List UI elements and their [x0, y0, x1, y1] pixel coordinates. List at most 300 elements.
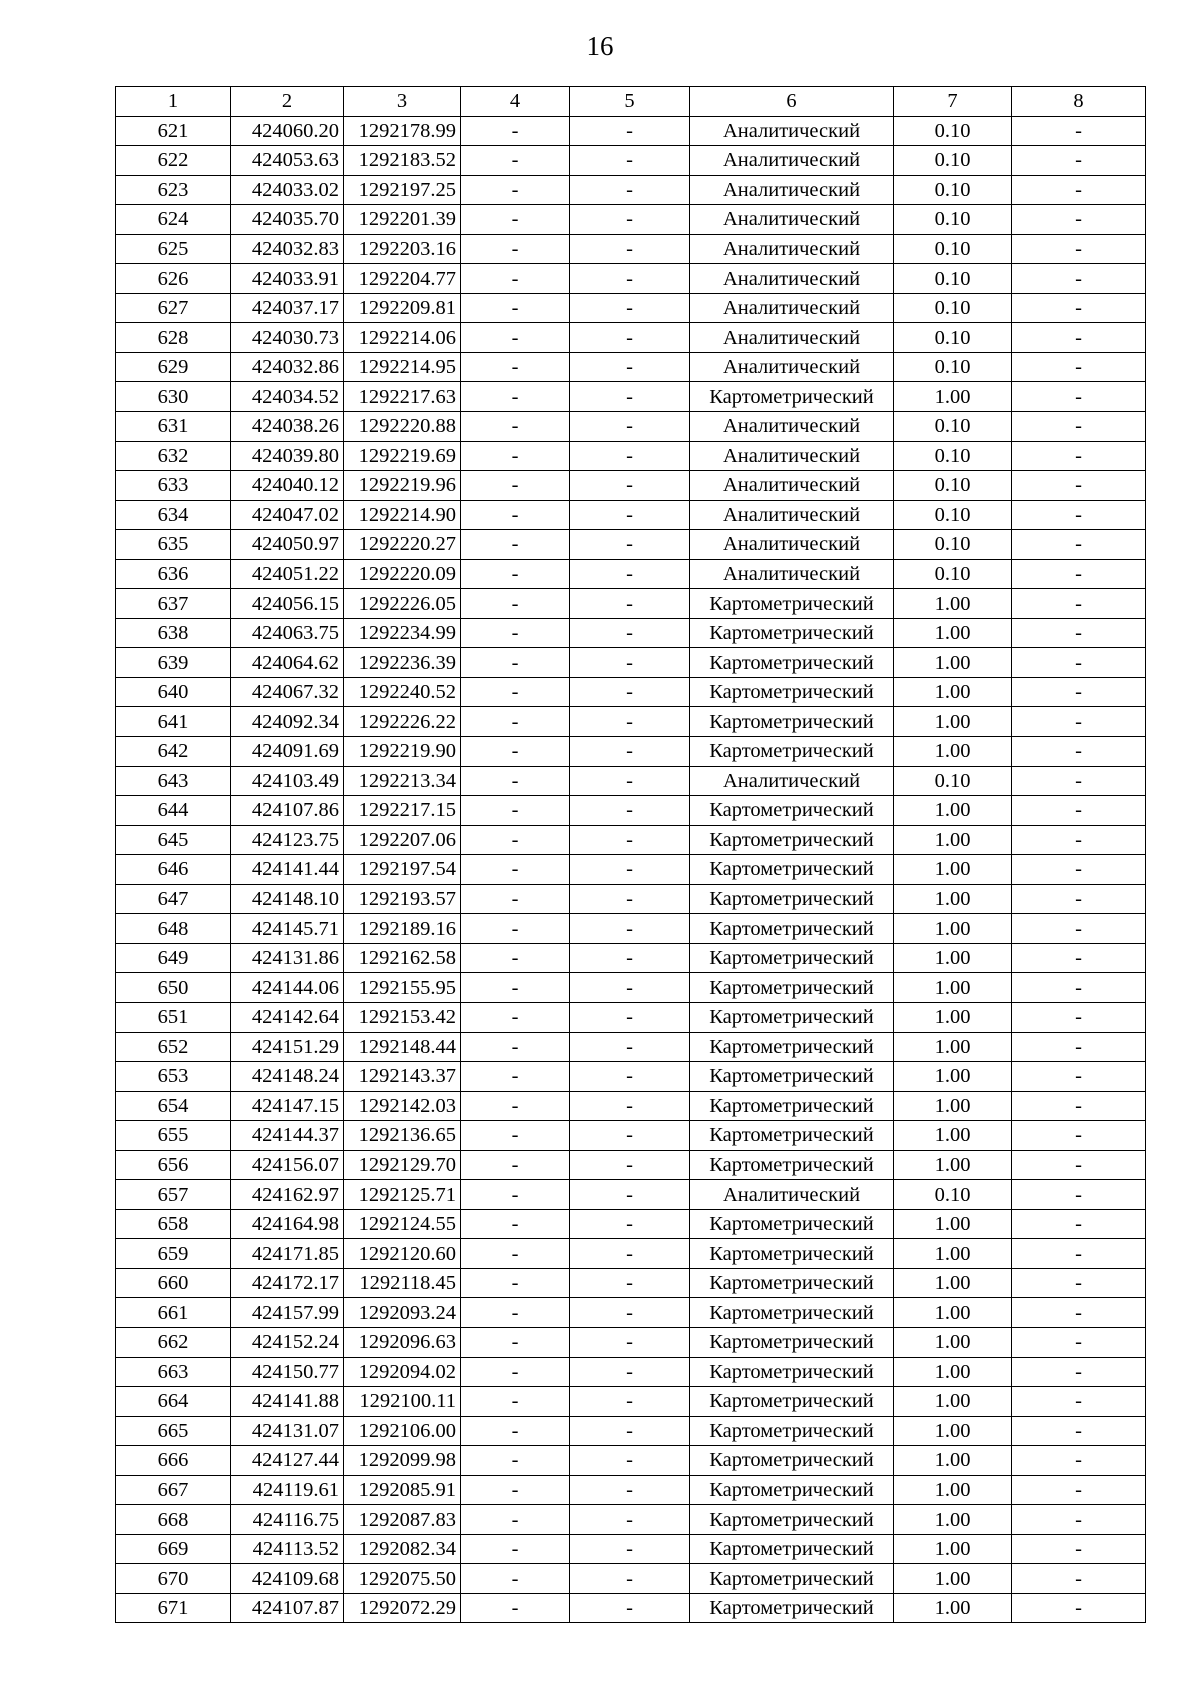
cell-col-4: -: [461, 618, 570, 648]
cell-col-8: -: [1012, 205, 1146, 235]
cell-col-5: -: [570, 1593, 690, 1623]
cell-col-8: -: [1012, 471, 1146, 501]
cell-col-5: -: [570, 737, 690, 767]
table-row: [116, 1327, 1146, 1357]
cell-col-5: -: [570, 205, 690, 235]
table-row: [116, 1268, 1146, 1298]
cell-accuracy: 0.10: [894, 500, 1012, 530]
cell-col-5: -: [570, 1121, 690, 1151]
cell-point-number: 654: [116, 1091, 231, 1121]
cell-x-coordinate: 424032.86: [231, 352, 344, 382]
cell-col-4: -: [461, 559, 570, 589]
cell-col-5: -: [570, 1091, 690, 1121]
cell-col-4: -: [461, 1268, 570, 1298]
cell-point-number: 629: [116, 352, 231, 382]
cell-point-number: 667: [116, 1475, 231, 1505]
cell-col-8: -: [1012, 1062, 1146, 1092]
cell-point-number: 670: [116, 1564, 231, 1594]
cell-y-coordinate: 1292213.34: [344, 766, 461, 796]
cell-y-coordinate: 1292220.09: [344, 559, 461, 589]
cell-col-8: -: [1012, 1593, 1146, 1623]
table-row: [116, 264, 1146, 294]
cell-col-5: -: [570, 471, 690, 501]
cell-accuracy: 1.00: [894, 1446, 1012, 1476]
table-row: [116, 1209, 1146, 1239]
table-row: [116, 1298, 1146, 1328]
cell-col-5: -: [570, 1475, 690, 1505]
cell-x-coordinate: 424107.86: [231, 796, 344, 826]
cell-y-coordinate: 1292219.90: [344, 737, 461, 767]
cell-method: Аналитический: [690, 146, 894, 176]
cell-x-coordinate: 424144.06: [231, 973, 344, 1003]
cell-x-coordinate: 424051.22: [231, 559, 344, 589]
cell-col-5: -: [570, 707, 690, 737]
cell-y-coordinate: 1292193.57: [344, 884, 461, 914]
header-row: [116, 87, 1146, 117]
cell-point-number: 626: [116, 264, 231, 294]
cell-accuracy: 0.10: [894, 146, 1012, 176]
cell-col-5: -: [570, 1327, 690, 1357]
cell-x-coordinate: 424148.10: [231, 884, 344, 914]
cell-method: Картометрический: [690, 1416, 894, 1446]
table-row: [116, 1446, 1146, 1476]
cell-method: Аналитический: [690, 234, 894, 264]
cell-x-coordinate: 424156.07: [231, 1150, 344, 1180]
cell-accuracy: 1.00: [894, 1062, 1012, 1092]
cell-accuracy: 0.10: [894, 175, 1012, 205]
column-header-5: 5: [570, 87, 690, 117]
cell-col-4: -: [461, 589, 570, 619]
cell-x-coordinate: 424038.26: [231, 412, 344, 442]
cell-point-number: 634: [116, 500, 231, 530]
cell-x-coordinate: 424037.17: [231, 293, 344, 323]
cell-y-coordinate: 1292155.95: [344, 973, 461, 1003]
cell-accuracy: 0.10: [894, 530, 1012, 560]
cell-point-number: 659: [116, 1239, 231, 1269]
cell-y-coordinate: 1292096.63: [344, 1327, 461, 1357]
cell-point-number: 644: [116, 796, 231, 826]
cell-x-coordinate: 424056.15: [231, 589, 344, 619]
cell-method: Аналитический: [690, 175, 894, 205]
cell-y-coordinate: 1292153.42: [344, 1002, 461, 1032]
cell-col-4: -: [461, 825, 570, 855]
cell-col-5: -: [570, 914, 690, 944]
cell-col-4: -: [461, 1387, 570, 1417]
cell-method: Картометрический: [690, 648, 894, 678]
cell-accuracy: 1.00: [894, 1091, 1012, 1121]
cell-point-number: 669: [116, 1534, 231, 1564]
cell-col-4: -: [461, 500, 570, 530]
cell-col-4: -: [461, 352, 570, 382]
cell-col-8: -: [1012, 1357, 1146, 1387]
cell-col-8: -: [1012, 1475, 1146, 1505]
cell-accuracy: 0.10: [894, 559, 1012, 589]
table-row: [116, 293, 1146, 323]
cell-y-coordinate: 1292142.03: [344, 1091, 461, 1121]
cell-x-coordinate: 424157.99: [231, 1298, 344, 1328]
cell-y-coordinate: 1292234.99: [344, 618, 461, 648]
cell-x-coordinate: 424141.44: [231, 855, 344, 885]
cell-y-coordinate: 1292093.24: [344, 1298, 461, 1328]
table-row: [116, 1534, 1146, 1564]
cell-method: Аналитический: [690, 412, 894, 442]
table-row: [116, 973, 1146, 1003]
column-header-4: 4: [461, 87, 570, 117]
cell-accuracy: 1.00: [894, 1268, 1012, 1298]
cell-col-8: -: [1012, 264, 1146, 294]
cell-method: Картометрический: [690, 1268, 894, 1298]
cell-col-4: -: [461, 677, 570, 707]
cell-col-8: -: [1012, 1268, 1146, 1298]
cell-x-coordinate: 424164.98: [231, 1209, 344, 1239]
cell-y-coordinate: 1292183.52: [344, 146, 461, 176]
cell-col-8: -: [1012, 530, 1146, 560]
cell-col-8: -: [1012, 1209, 1146, 1239]
column-header-8: 8: [1012, 87, 1146, 117]
cell-method: Аналитический: [690, 1180, 894, 1210]
cell-accuracy: 1.00: [894, 1327, 1012, 1357]
table-row: [116, 677, 1146, 707]
cell-accuracy: 1.00: [894, 943, 1012, 973]
cell-col-8: -: [1012, 737, 1146, 767]
cell-col-4: -: [461, 116, 570, 146]
cell-col-8: -: [1012, 175, 1146, 205]
cell-accuracy: 1.00: [894, 855, 1012, 885]
cell-col-8: -: [1012, 1298, 1146, 1328]
cell-col-4: -: [461, 1534, 570, 1564]
cell-x-coordinate: 424033.02: [231, 175, 344, 205]
cell-x-coordinate: 424141.88: [231, 1387, 344, 1417]
cell-col-5: -: [570, 264, 690, 294]
cell-col-5: -: [570, 1180, 690, 1210]
cell-accuracy: 1.00: [894, 1357, 1012, 1387]
table-row: [116, 1062, 1146, 1092]
cell-y-coordinate: 1292219.96: [344, 471, 461, 501]
cell-x-coordinate: 424103.49: [231, 766, 344, 796]
cell-col-4: -: [461, 707, 570, 737]
cell-point-number: 627: [116, 293, 231, 323]
cell-x-coordinate: 424030.73: [231, 323, 344, 353]
cell-x-coordinate: 424063.75: [231, 618, 344, 648]
cell-x-coordinate: 424047.02: [231, 500, 344, 530]
cell-col-4: -: [461, 648, 570, 678]
cell-col-5: -: [570, 1062, 690, 1092]
cell-col-8: -: [1012, 1150, 1146, 1180]
cell-col-5: -: [570, 1209, 690, 1239]
cell-point-number: 662: [116, 1327, 231, 1357]
cell-x-coordinate: 424060.20: [231, 116, 344, 146]
cell-point-number: 645: [116, 825, 231, 855]
cell-y-coordinate: 1292203.16: [344, 234, 461, 264]
cell-col-4: -: [461, 1239, 570, 1269]
cell-accuracy: 1.00: [894, 914, 1012, 944]
cell-x-coordinate: 424147.15: [231, 1091, 344, 1121]
cell-col-4: -: [461, 441, 570, 471]
cell-col-5: -: [570, 1298, 690, 1328]
cell-accuracy: 1.00: [894, 1475, 1012, 1505]
cell-col-5: -: [570, 1416, 690, 1446]
table-row: [116, 1091, 1146, 1121]
coordinates-table: [115, 86, 1146, 1623]
cell-x-coordinate: 424107.87: [231, 1593, 344, 1623]
cell-accuracy: 1.00: [894, 1416, 1012, 1446]
cell-col-4: -: [461, 323, 570, 353]
cell-x-coordinate: 424119.61: [231, 1475, 344, 1505]
cell-point-number: 666: [116, 1446, 231, 1476]
cell-col-4: -: [461, 737, 570, 767]
cell-col-5: -: [570, 884, 690, 914]
cell-method: Аналитический: [690, 559, 894, 589]
cell-accuracy: 1.00: [894, 1002, 1012, 1032]
cell-method: Картометрический: [690, 677, 894, 707]
cell-point-number: 638: [116, 618, 231, 648]
cell-col-4: -: [461, 471, 570, 501]
cell-accuracy: 1.00: [894, 1534, 1012, 1564]
cell-x-coordinate: 424053.63: [231, 146, 344, 176]
table-row: [116, 618, 1146, 648]
cell-col-8: -: [1012, 412, 1146, 442]
cell-method: Аналитический: [690, 116, 894, 146]
cell-accuracy: 1.00: [894, 737, 1012, 767]
cell-col-5: -: [570, 1239, 690, 1269]
cell-x-coordinate: 424172.17: [231, 1268, 344, 1298]
table-row: [116, 1357, 1146, 1387]
cell-col-8: -: [1012, 707, 1146, 737]
cell-method: Картометрический: [690, 796, 894, 826]
cell-method: Картометрический: [690, 1564, 894, 1594]
cell-x-coordinate: 424034.52: [231, 382, 344, 412]
table-row: [116, 1564, 1146, 1594]
cell-point-number: 631: [116, 412, 231, 442]
cell-x-coordinate: 424035.70: [231, 205, 344, 235]
cell-col-8: -: [1012, 116, 1146, 146]
cell-col-8: -: [1012, 855, 1146, 885]
cell-accuracy: 1.00: [894, 1564, 1012, 1594]
table-row: [116, 766, 1146, 796]
cell-x-coordinate: 424131.07: [231, 1416, 344, 1446]
cell-x-coordinate: 424040.12: [231, 471, 344, 501]
cell-col-5: -: [570, 1002, 690, 1032]
cell-point-number: 646: [116, 855, 231, 885]
cell-col-8: -: [1012, 382, 1146, 412]
cell-col-4: -: [461, 914, 570, 944]
cell-accuracy: 1.00: [894, 1387, 1012, 1417]
table-row: [116, 352, 1146, 382]
cell-x-coordinate: 424033.91: [231, 264, 344, 294]
cell-x-coordinate: 424050.97: [231, 530, 344, 560]
cell-col-5: -: [570, 412, 690, 442]
cell-method: Картометрический: [690, 382, 894, 412]
cell-point-number: 621: [116, 116, 231, 146]
cell-method: Картометрический: [690, 1534, 894, 1564]
cell-x-coordinate: 424116.75: [231, 1505, 344, 1535]
cell-y-coordinate: 1292162.58: [344, 943, 461, 973]
cell-x-coordinate: 424123.75: [231, 825, 344, 855]
cell-col-8: -: [1012, 677, 1146, 707]
cell-col-4: -: [461, 855, 570, 885]
table-row: [116, 1002, 1146, 1032]
table-row: [116, 825, 1146, 855]
cell-point-number: 643: [116, 766, 231, 796]
table-row: [116, 205, 1146, 235]
table-row: [116, 146, 1146, 176]
cell-col-8: -: [1012, 1327, 1146, 1357]
cell-accuracy: 0.10: [894, 766, 1012, 796]
cell-x-coordinate: 424152.24: [231, 1327, 344, 1357]
cell-method: Картометрический: [690, 1239, 894, 1269]
cell-col-8: -: [1012, 234, 1146, 264]
cell-col-5: -: [570, 1268, 690, 1298]
cell-method: Картометрический: [690, 1593, 894, 1623]
cell-method: Картометрический: [690, 1446, 894, 1476]
cell-point-number: 637: [116, 589, 231, 619]
cell-y-coordinate: 1292204.77: [344, 264, 461, 294]
table-row: [116, 1180, 1146, 1210]
cell-col-4: -: [461, 796, 570, 826]
cell-col-8: -: [1012, 943, 1146, 973]
cell-method: Картометрический: [690, 1505, 894, 1535]
cell-col-8: -: [1012, 1505, 1146, 1535]
cell-method: Аналитический: [690, 441, 894, 471]
cell-accuracy: 1.00: [894, 1505, 1012, 1535]
cell-accuracy: 1.00: [894, 382, 1012, 412]
cell-col-4: -: [461, 1121, 570, 1151]
cell-y-coordinate: 1292120.60: [344, 1239, 461, 1269]
cell-accuracy: 0.10: [894, 205, 1012, 235]
cell-accuracy: 1.00: [894, 1239, 1012, 1269]
cell-col-5: -: [570, 677, 690, 707]
cell-x-coordinate: 424171.85: [231, 1239, 344, 1269]
cell-y-coordinate: 1292148.44: [344, 1032, 461, 1062]
table-row: [116, 471, 1146, 501]
cell-col-8: -: [1012, 1032, 1146, 1062]
cell-col-4: -: [461, 1180, 570, 1210]
cell-method: Картометрический: [690, 1387, 894, 1417]
cell-accuracy: 0.10: [894, 412, 1012, 442]
cell-col-5: -: [570, 1032, 690, 1062]
column-header-1: 1: [116, 87, 231, 117]
cell-y-coordinate: 1292217.15: [344, 796, 461, 826]
table-row: [116, 1387, 1146, 1417]
cell-col-5: -: [570, 441, 690, 471]
cell-y-coordinate: 1292214.06: [344, 323, 461, 353]
cell-accuracy: 1.00: [894, 1150, 1012, 1180]
column-header-2: 2: [231, 87, 344, 117]
table-row: [116, 1593, 1146, 1623]
cell-col-4: -: [461, 1150, 570, 1180]
cell-col-4: -: [461, 1475, 570, 1505]
cell-point-number: 622: [116, 146, 231, 176]
cell-col-5: -: [570, 1357, 690, 1387]
cell-x-coordinate: 424127.44: [231, 1446, 344, 1476]
cell-col-8: -: [1012, 500, 1146, 530]
cell-method: Картометрический: [690, 1032, 894, 1062]
cell-x-coordinate: 424162.97: [231, 1180, 344, 1210]
table-row: [116, 1121, 1146, 1151]
cell-accuracy: 1.00: [894, 1209, 1012, 1239]
cell-y-coordinate: 1292106.00: [344, 1416, 461, 1446]
cell-col-4: -: [461, 293, 570, 323]
cell-col-5: -: [570, 825, 690, 855]
cell-y-coordinate: 1292082.34: [344, 1534, 461, 1564]
table-row: [116, 884, 1146, 914]
cell-method: Картометрический: [690, 825, 894, 855]
cell-accuracy: 1.00: [894, 1032, 1012, 1062]
cell-accuracy: 1.00: [894, 1121, 1012, 1151]
cell-col-4: -: [461, 1446, 570, 1476]
cell-col-5: -: [570, 323, 690, 353]
cell-y-coordinate: 1292201.39: [344, 205, 461, 235]
cell-col-5: -: [570, 500, 690, 530]
table-row: [116, 382, 1146, 412]
cell-point-number: 628: [116, 323, 231, 353]
cell-col-8: -: [1012, 323, 1146, 353]
cell-accuracy: 0.10: [894, 234, 1012, 264]
cell-method: Картометрический: [690, 589, 894, 619]
cell-col-4: -: [461, 412, 570, 442]
cell-method: Картометрический: [690, 855, 894, 885]
cell-method: Картометрический: [690, 1091, 894, 1121]
cell-method: Аналитический: [690, 323, 894, 353]
page-number: 16: [586, 31, 614, 61]
cell-point-number: 642: [116, 737, 231, 767]
cell-y-coordinate: 1292072.29: [344, 1593, 461, 1623]
cell-col-4: -: [461, 264, 570, 294]
cell-point-number: 650: [116, 973, 231, 1003]
cell-point-number: 647: [116, 884, 231, 914]
cell-method: Картометрический: [690, 1209, 894, 1239]
cell-col-8: -: [1012, 146, 1146, 176]
cell-y-coordinate: 1292226.05: [344, 589, 461, 619]
cell-x-coordinate: 424109.68: [231, 1564, 344, 1594]
table-row: [116, 441, 1146, 471]
column-header-6: 6: [690, 87, 894, 117]
table-row: [116, 648, 1146, 678]
cell-method: Аналитический: [690, 766, 894, 796]
table-row: [116, 175, 1146, 205]
cell-point-number: 649: [116, 943, 231, 973]
cell-col-8: -: [1012, 648, 1146, 678]
table-row: [116, 500, 1146, 530]
cell-col-5: -: [570, 1534, 690, 1564]
cell-y-coordinate: 1292209.81: [344, 293, 461, 323]
cell-col-4: -: [461, 943, 570, 973]
cell-col-8: -: [1012, 1180, 1146, 1210]
cell-col-8: -: [1012, 589, 1146, 619]
cell-col-4: -: [461, 1416, 570, 1446]
cell-point-number: 671: [116, 1593, 231, 1623]
cell-point-number: 625: [116, 234, 231, 264]
cell-point-number: 624: [116, 205, 231, 235]
cell-method: Аналитический: [690, 471, 894, 501]
cell-y-coordinate: 1292197.54: [344, 855, 461, 885]
cell-method: Картометрический: [690, 1150, 894, 1180]
cell-col-4: -: [461, 205, 570, 235]
table-row: [116, 1032, 1146, 1062]
cell-accuracy: 0.10: [894, 293, 1012, 323]
cell-y-coordinate: 1292143.37: [344, 1062, 461, 1092]
cell-point-number: 640: [116, 677, 231, 707]
cell-col-4: -: [461, 1298, 570, 1328]
cell-col-4: -: [461, 1357, 570, 1387]
cell-col-5: -: [570, 973, 690, 1003]
column-header-7: 7: [894, 87, 1012, 117]
cell-col-5: -: [570, 175, 690, 205]
cell-col-8: -: [1012, 796, 1146, 826]
cell-method: Картометрический: [690, 1327, 894, 1357]
cell-accuracy: 1.00: [894, 707, 1012, 737]
table-row: [116, 796, 1146, 826]
